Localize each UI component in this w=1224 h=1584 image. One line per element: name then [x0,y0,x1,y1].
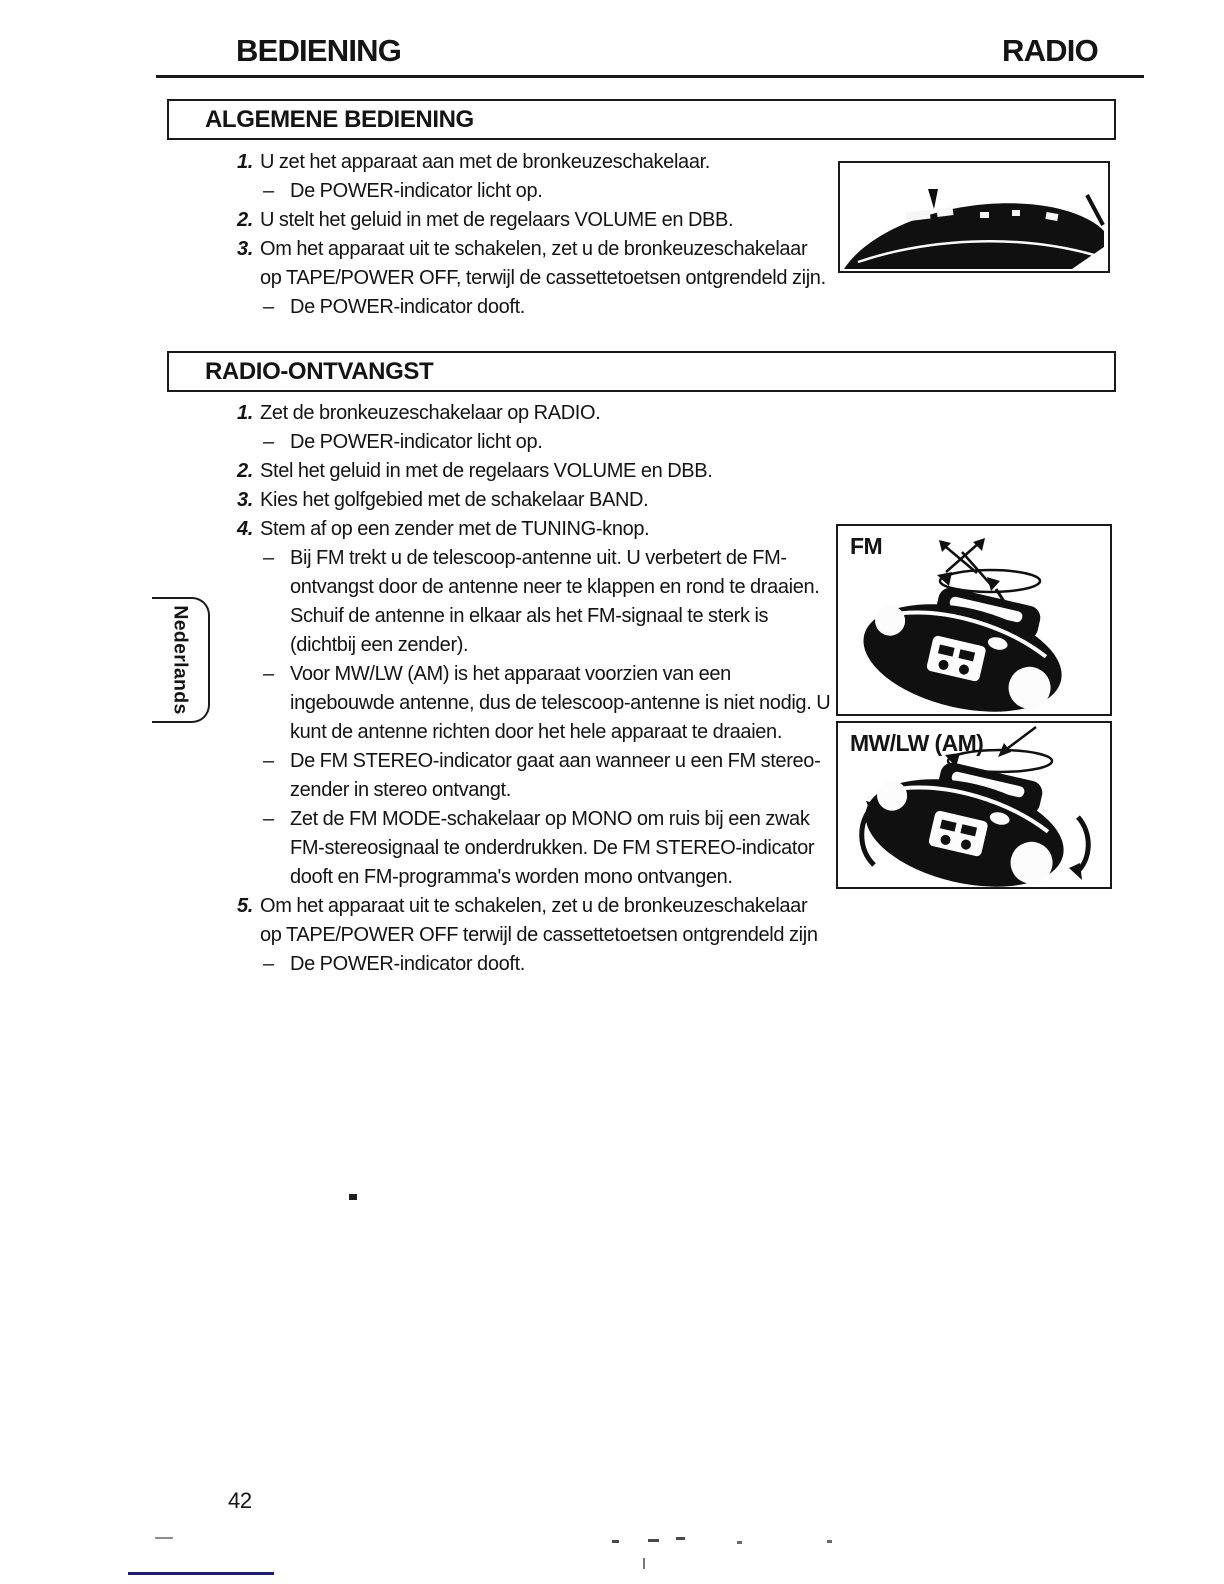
step-item [237,399,831,457]
step-subitems [260,950,831,979]
step-subitems [260,428,831,457]
step-body [260,399,831,457]
step-item [237,148,831,206]
language-tab-nederlands [152,597,210,723]
step-text: Zet de bronkeuzeschakelaar op RADIO. [260,402,601,424]
footer-blue-line [128,1572,274,1575]
dash-marker: – [263,953,274,975]
device-top-view-illustration [840,163,1108,271]
step-item [237,515,831,892]
step-text: Om het apparaat uit te schakelen, zet u de bronkeuzeschakelaar op TAPE/POWER OFF terwijl de cassettetoetsen ontgrendeld zijn [260,895,818,946]
header-rule [156,75,1144,78]
dash-marker: – [263,296,274,318]
fm-figure-label: FM [850,533,883,559]
scan-scuff [155,1537,173,1539]
step-text: Stem af op een zender met de TUNING-knop. [260,518,650,540]
page-header-left: BEDIENING [236,33,402,68]
sub-text: De POWER-indicator dooft. [290,953,525,975]
step-subitems [260,544,831,892]
sub-text: Voor MW/LW (AM) is het apparaat voorzien van een ingebouwde antenne, dus de telescoop-antenne is niet nodig. U kunt de antenne richten door het hele apparaat te draaien. [290,663,831,743]
sub-item [260,805,831,892]
sub-item [260,293,831,322]
sub-text: De FM STEREO-indicator gaat aan wanneer u een FM stereo-zender in stereo ontvangt. [290,750,821,801]
page-header-right: RADIO [1002,33,1098,68]
page-number: 42 [228,1488,252,1513]
step-subitems [260,177,831,206]
sub-text: De POWER-indicator licht op. [290,180,543,202]
scan-scuff [612,1540,619,1543]
step-body [260,235,831,322]
scan-scuff [643,1558,645,1569]
step-number: 2. [237,209,253,231]
step-body [260,457,831,486]
mwlw-figure-label: MW/LW (AM) [850,730,984,756]
dash-marker: – [263,663,274,685]
step-body [260,206,831,235]
step-text: U zet het apparaat aan met de bronkeuzeschakelaar. [260,151,711,173]
step-number: 2. [237,460,253,482]
step-text: Stel het geluid in met de regelaars VOLUME en DBB. [260,460,713,482]
dash-marker: – [263,180,274,202]
step-item [237,892,831,979]
sub-item [260,660,831,747]
sub-text: Zet de FM MODE-schakelaar op MONO om ruis bij een zwak FM-stereosignaal te onderdrukken. De FM STEREO-indicator dooft en FM-programma's worden mono ontvangen. [290,808,815,888]
step-body [260,486,831,515]
figure-fm-antenna [836,524,1112,716]
step-number: 4. [237,518,253,540]
dash-marker: – [263,750,274,772]
dash-marker: – [263,547,274,569]
algemene-bediening-steps [237,148,831,322]
sub-item [260,950,831,979]
section-box-algemene-bediening [167,99,1116,140]
dash-marker: – [263,808,274,830]
step-number: 5. [237,895,253,917]
step-item [237,206,831,235]
step-number: 1. [237,151,253,173]
scan-scuff [676,1537,685,1540]
scan-scuff [737,1541,742,1544]
radio-ontvangst-steps [237,399,831,979]
step-body [260,515,831,892]
scan-scuff [648,1539,659,1542]
step-body [260,148,831,206]
sub-item [260,177,831,206]
step-item [237,486,831,515]
sub-text: De POWER-indicator dooft. [290,296,525,318]
sub-text: Bij FM trekt u de telescoop-antenne uit. U verbetert de FM-ontvangst door de antenne neer te klappen en rond te draaien. Schuif de antenne in elkaar als het FM-signaal te sterk is (dichtbij een zender). [290,547,820,656]
step-text: Om het apparaat uit te schakelen, zet u de bronkeuzeschakelaar op TAPE/POWER OFF, terwijl de cassettetoetsen ontgrendeld zijn. [260,238,826,289]
step-item [237,457,831,486]
section-title: RADIO-ONTVANGST [205,357,434,385]
figure-device-top-view [838,161,1110,273]
step-item [237,235,831,322]
step-subitems [260,293,831,322]
sub-text: De POWER-indicator licht op. [290,431,543,453]
sub-item [260,544,831,660]
scan-speck [349,1194,357,1200]
language-tab-label: Nederlands [169,605,192,715]
sub-item [260,428,831,457]
section-title: ALGEMENE BEDIENING [205,105,474,133]
step-number: 3. [237,489,253,511]
section-box-radio-ontvangst [167,351,1116,392]
figure-mwlw-rotation [836,721,1112,889]
step-text: U stelt het geluid in met de regelaars VOLUME en DBB. [260,209,734,231]
scan-scuff [827,1540,832,1543]
step-number: 3. [237,238,253,260]
step-text: Kies het golfgebied met de schakelaar BAND. [260,489,649,511]
step-body [260,892,831,979]
step-number: 1. [237,402,253,424]
sub-item [260,747,831,805]
dash-marker: – [263,431,274,453]
